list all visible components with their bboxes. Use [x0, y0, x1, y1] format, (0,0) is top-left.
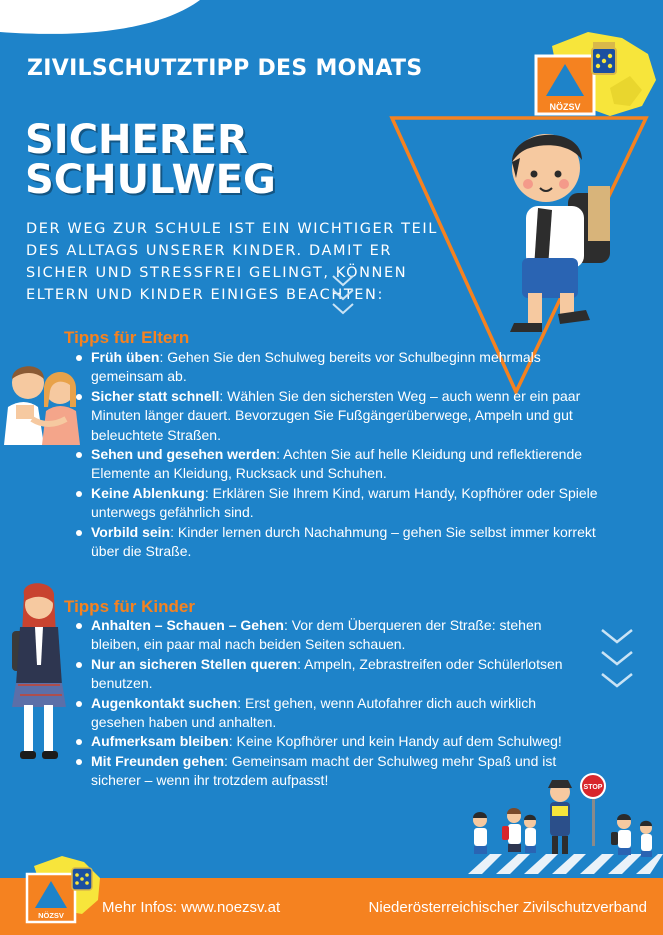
footer-website-link[interactable]: Mehr Infos: www.noezsv.at	[102, 899, 281, 916]
tip-keyword: Mit Freunden gehen	[91, 752, 224, 769]
tip-text: : Erst gehen, wenn Autofahrer dich auch wirklich gesehen haben und anhalten.	[91, 694, 537, 731]
stop-sign-text: STOP	[583, 784, 603, 791]
tip-keyword: Sehen und gesehen werden	[91, 446, 277, 463]
tip-keyword: Vorbild sein	[91, 523, 171, 540]
parents-illustration	[4, 345, 84, 445]
schoolgirl-illustration	[8, 575, 68, 765]
tip-text: : Keine Kopfhörer und kein Handy auf dem Schulweg!	[228, 733, 562, 750]
footer-logo-text: NÖZSV	[38, 911, 64, 920]
list-item	[74, 523, 604, 562]
tip-keyword: Anhalten – Schauen – Gehen	[91, 617, 284, 633]
parents-tips-list	[74, 348, 604, 561]
list-item	[74, 655, 574, 694]
tip-text: : Gemeinsam macht der Schulweg mehr Spaß und ist sicherer – wenn ihr trotzdem aufpasst!	[91, 752, 557, 789]
coat-of-arms-icon	[72, 868, 92, 890]
page-title	[25, 117, 276, 203]
kids-tips-list	[74, 616, 574, 791]
schoolboy-illustration	[490, 118, 625, 343]
coat-of-arms-icon	[592, 42, 616, 74]
tip-text: : Wählen Sie den sichersten Weg – auch wenn er ein paar Minuten länger dauert. Bevorzugen Sie Fußgängerüberwege, Ampeln und gut beleuchtete Straßen.	[91, 387, 581, 443]
parents-tips-title: Tipps für Eltern	[64, 328, 190, 347]
list-item	[74, 484, 604, 523]
tip-keyword: Früh üben	[91, 349, 160, 365]
tip-keyword: Augenkontakt suchen	[91, 694, 238, 711]
noezsv-footer-logo	[24, 852, 104, 932]
title-line-2: SCHULWEG	[25, 157, 276, 203]
tip-text: : Achten Sie auf helle Kleidung und reflektierende Elemente an Kleidung, Rucksack und Schuhen.	[91, 446, 583, 482]
tip-keyword: Aufmerksam bleiben	[91, 733, 229, 750]
title-line-1: SICHERER	[25, 117, 248, 163]
tip-text: : Ampeln, Zebrastreifen oder Schülerlotsen benutzen.	[91, 655, 563, 692]
tip-text: : Erklären Sie Ihrem Kind, warum Handy, Kopfhörer oder Spiele unterwegs gefährlich sind.	[91, 484, 598, 521]
list-item	[74, 348, 604, 387]
header-subtitle: ZIVILSCHUTZTIPP DES MONATS	[27, 56, 423, 81]
tip-text: : Vor dem Überqueren der Straße: stehen bleiben, ein paar mal nach beiden Seiten schauen.	[91, 617, 542, 653]
chevron-down-icon	[330, 272, 356, 320]
list-item	[74, 732, 574, 751]
logo-text: NÖZSV	[549, 102, 581, 112]
tip-text: : Kinder lernen durch Nachahmung – gehen Sie selbst immer korrekt über die Straße.	[91, 523, 596, 560]
footer-organization-name: Niederösterreichischer Zivilschutzverband	[368, 899, 647, 916]
tip-keyword: Keine Ablenkung	[91, 484, 205, 501]
list-item	[74, 445, 604, 484]
list-item	[74, 387, 604, 445]
list-item	[74, 616, 574, 655]
tip-keyword: Nur an sicheren Stellen queren	[91, 655, 298, 672]
kids-tips-title: Tipps für Kinder	[64, 597, 195, 616]
list-item	[74, 694, 574, 733]
intro-text: DER WEG ZUR SCHULE IST EIN WICHTIGER TEIL DES ALLTAGS UNSERER KINDER. DAMIT ER SICHER UND STRESSFREI GELINGT, KÖNNEN ELTERN UND KINDER EINIGES BEACHTEN:	[26, 221, 438, 303]
tip-keyword: Sicher statt schnell	[91, 387, 220, 404]
crosswalk-illustration	[468, 770, 663, 878]
chevron-down-icon	[598, 626, 636, 696]
tip-text: : Gehen Sie den Schulweg bereits vor Schulbeginn mehrmals gemeinsam ab.	[91, 349, 541, 385]
